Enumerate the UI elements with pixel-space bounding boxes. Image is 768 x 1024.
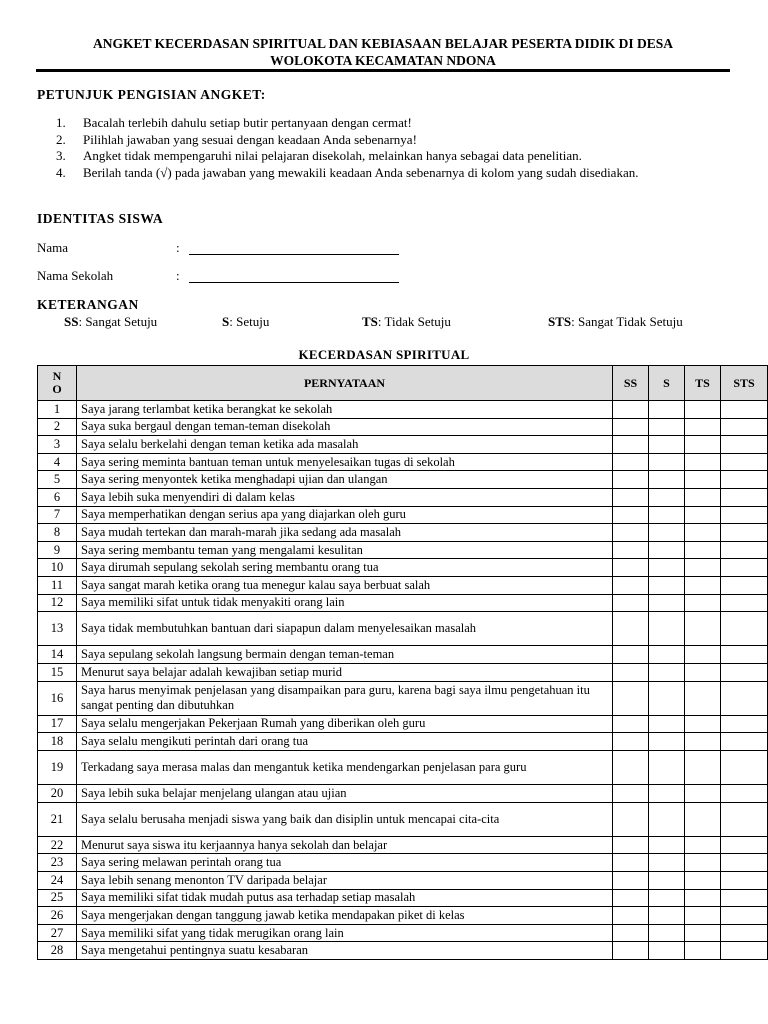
- answer-cell-ts[interactable]: [685, 663, 721, 681]
- instruction-text: Pilihlah jawaban yang sesuai dengan keadaan Anda sebenarnya!: [83, 131, 417, 147]
- legend-code: STS: [548, 314, 572, 329]
- row-statement: Saya sepulang sekolah langsung bermain dengan teman-teman: [77, 646, 613, 664]
- header-no-line-2: O: [52, 382, 62, 396]
- instruction-number: 4.: [56, 164, 66, 180]
- instruction-number: 2.: [56, 131, 66, 147]
- row-statement: Saya jarang terlambat ketika berangkat ke sekolah: [77, 401, 613, 419]
- answer-cell-s[interactable]: [649, 802, 685, 836]
- title-rule: [36, 69, 730, 72]
- instruction-item: [56, 148, 730, 165]
- legend-item-s: [222, 314, 269, 330]
- row-number: 6: [38, 488, 77, 506]
- answer-cell-s[interactable]: [649, 872, 685, 890]
- legend-item-sts: [548, 314, 683, 330]
- row-statement: Saya memiliki sifat tidak mudah putus asa terhadap setiap masalah: [77, 889, 613, 907]
- row-number: 22: [38, 836, 77, 854]
- name-label: Nama: [37, 240, 69, 255]
- legend-text: : Sangat Setuju: [78, 314, 158, 329]
- answer-cell-ss[interactable]: [613, 785, 649, 803]
- answer-cell-sts[interactable]: [721, 541, 768, 559]
- answer-cell-ts[interactable]: [685, 612, 721, 646]
- answer-cell-s[interactable]: [649, 942, 685, 960]
- answer-cell-ss[interactable]: [613, 576, 649, 594]
- legend-item-ss: [64, 314, 157, 330]
- answer-cell-ss[interactable]: [613, 872, 649, 890]
- row-statement: Saya memperhatikan dengan serius apa yang diajarkan oleh guru: [77, 506, 613, 524]
- answer-cell-sts[interactable]: [721, 681, 768, 715]
- row-statement: Saya lebih suka menyendiri di dalam kelas: [77, 488, 613, 506]
- answer-cell-sts[interactable]: [721, 802, 768, 836]
- row-number: 28: [38, 942, 77, 960]
- row-number: 1: [38, 401, 77, 419]
- table-row: [38, 785, 768, 803]
- table-row: [38, 576, 768, 594]
- table-row: [38, 836, 768, 854]
- spiritual-questionnaire-table: [37, 365, 768, 960]
- document-title: [36, 35, 730, 69]
- answer-cell-ts[interactable]: [685, 802, 721, 836]
- row-statement: Saya mudah tertekan dan marah-marah jika sedang ada masalah: [77, 524, 613, 542]
- row-number: 24: [38, 872, 77, 890]
- answer-cell-ts[interactable]: [685, 750, 721, 784]
- row-number: 13: [38, 612, 77, 646]
- answer-cell-s[interactable]: [649, 594, 685, 612]
- answer-cell-ts[interactable]: [685, 715, 721, 733]
- answer-cell-ss[interactable]: [613, 907, 649, 925]
- answer-cell-ts[interactable]: [685, 471, 721, 489]
- row-number: 21: [38, 802, 77, 836]
- answer-cell-sts[interactable]: [721, 436, 768, 454]
- answer-cell-s[interactable]: [649, 663, 685, 681]
- answer-cell-s[interactable]: [649, 471, 685, 489]
- row-statement: Saya lebih suka belajar menjelang ulangan atau ujian: [77, 785, 613, 803]
- answer-cell-sts[interactable]: [721, 907, 768, 925]
- header-ts: TS: [685, 366, 721, 401]
- instruction-text: Bacalah terlebih dahulu setiap butir pertanyaan dengan cermat!: [83, 115, 412, 130]
- answer-cell-sts[interactable]: [721, 733, 768, 751]
- answer-cell-s[interactable]: [649, 646, 685, 664]
- row-number: 17: [38, 715, 77, 733]
- answer-cell-s[interactable]: [649, 681, 685, 715]
- title-line-2: WOLOKOTA KECAMATAN NDONA: [270, 53, 496, 68]
- answer-cell-ts[interactable]: [685, 453, 721, 471]
- row-number: 27: [38, 924, 77, 942]
- answer-cell-s[interactable]: [649, 836, 685, 854]
- row-statement: Saya mengerjakan dengan tanggung jawab ketika mendapakan piket di kelas: [77, 907, 613, 925]
- answer-cell-ts[interactable]: [685, 889, 721, 907]
- answer-cell-ss[interactable]: [613, 836, 649, 854]
- legend-code: SS: [64, 314, 79, 329]
- header-statement: PERNYATAAN: [77, 366, 613, 401]
- answer-cell-ts[interactable]: [685, 907, 721, 925]
- row-statement: Saya sering menyontek ketika menghadapi ujian dan ulangan: [77, 471, 613, 489]
- row-number: 18: [38, 733, 77, 751]
- row-statement: Saya suka bergaul dengan teman-teman disekolah: [77, 418, 613, 436]
- table-row: [38, 612, 768, 646]
- instructions-list: [56, 115, 730, 181]
- answer-cell-s[interactable]: [649, 418, 685, 436]
- row-statement: Menurut saya belajar adalah kewajiban setiap murid: [77, 663, 613, 681]
- answer-cell-ss[interactable]: [613, 889, 649, 907]
- name-blank-line[interactable]: [189, 254, 399, 255]
- row-number: 23: [38, 854, 77, 872]
- instruction-text: Angket tidak mempengaruhi nilai pelajaran disekolah, melainkan hanya sebagai data penelitian.: [83, 148, 582, 163]
- answer-cell-ts[interactable]: [685, 646, 721, 664]
- answer-cell-ts[interactable]: [685, 436, 721, 454]
- answer-cell-ss[interactable]: [613, 681, 649, 715]
- table-row: [38, 436, 768, 454]
- answer-cell-s[interactable]: [649, 436, 685, 454]
- row-statement: Saya tidak membutuhkan bantuan dari siapapun dalam menyelesaikan masalah: [77, 612, 613, 646]
- answer-cell-s[interactable]: [649, 524, 685, 542]
- row-number: 8: [38, 524, 77, 542]
- answer-cell-sts[interactable]: [721, 576, 768, 594]
- row-statement: Saya mengetahui pentingnya suatu kesabaran: [77, 942, 613, 960]
- row-number: 20: [38, 785, 77, 803]
- answer-cell-s[interactable]: [649, 506, 685, 524]
- row-statement: Saya memiliki sifat yang tidak merugikan orang lain: [77, 924, 613, 942]
- header-s: S: [649, 366, 685, 401]
- answer-cell-s[interactable]: [649, 559, 685, 577]
- answer-cell-ts[interactable]: [685, 594, 721, 612]
- answer-cell-sts[interactable]: [721, 924, 768, 942]
- answer-cell-ts[interactable]: [685, 576, 721, 594]
- answer-cell-ss[interactable]: [613, 612, 649, 646]
- answer-cell-s[interactable]: [649, 576, 685, 594]
- answer-cell-sts[interactable]: [721, 663, 768, 681]
- table-row: [38, 750, 768, 784]
- table-row: [38, 488, 768, 506]
- answer-cell-ss[interactable]: [613, 418, 649, 436]
- answer-cell-sts[interactable]: [721, 750, 768, 784]
- row-statement: Terkadang saya merasa malas dan mengantuk ketika mendengarkan penjelasan para guru: [77, 750, 613, 784]
- answer-cell-sts[interactable]: [721, 715, 768, 733]
- instruction-item: [56, 165, 730, 182]
- header-ss: SS: [613, 366, 649, 401]
- answer-cell-ts[interactable]: [685, 681, 721, 715]
- answer-cell-sts[interactable]: [721, 785, 768, 803]
- answer-cell-s[interactable]: [649, 612, 685, 646]
- legend-heading: KETERANGAN: [37, 297, 139, 312]
- answer-cell-ts[interactable]: [685, 836, 721, 854]
- table-row: [38, 907, 768, 925]
- answer-cell-ts[interactable]: [685, 872, 721, 890]
- table-row: [38, 453, 768, 471]
- header-sts: STS: [721, 366, 768, 401]
- answer-cell-ts[interactable]: [685, 785, 721, 803]
- answer-cell-ss[interactable]: [613, 559, 649, 577]
- answer-cell-s[interactable]: [649, 907, 685, 925]
- answer-cell-sts[interactable]: [721, 488, 768, 506]
- answer-cell-sts[interactable]: [721, 524, 768, 542]
- answer-cell-ss[interactable]: [613, 646, 649, 664]
- answer-cell-ss[interactable]: [613, 594, 649, 612]
- row-number: 11: [38, 576, 77, 594]
- table-row: [38, 524, 768, 542]
- answer-cell-sts[interactable]: [721, 942, 768, 960]
- answer-cell-s[interactable]: [649, 889, 685, 907]
- answer-cell-ss[interactable]: [613, 715, 649, 733]
- answer-cell-ts[interactable]: [685, 541, 721, 559]
- answer-cell-ts[interactable]: [685, 506, 721, 524]
- row-statement: Saya sering meminta bantuan teman untuk menyelesaikan tugas di sekolah: [77, 453, 613, 471]
- table-row: [38, 541, 768, 559]
- instruction-item: [56, 115, 730, 132]
- answer-cell-s[interactable]: [649, 924, 685, 942]
- legend-text: : Sangat Tidak Setuju: [571, 314, 683, 329]
- answer-cell-sts[interactable]: [721, 872, 768, 890]
- answer-cell-ss[interactable]: [613, 401, 649, 419]
- row-statement: Saya dirumah sepulang sekolah sering membantu orang tua: [77, 559, 613, 577]
- table-row: [38, 889, 768, 907]
- table-row: [38, 506, 768, 524]
- instruction-text: Berilah tanda (√) pada jawaban yang mewakili keadaan Anda sebenarnya di kolom yang sudah disediakan.: [83, 164, 639, 180]
- row-number: 5: [38, 471, 77, 489]
- answer-cell-sts[interactable]: [721, 506, 768, 524]
- answer-cell-sts[interactable]: [721, 559, 768, 577]
- row-number: 26: [38, 907, 77, 925]
- answer-cell-ts[interactable]: [685, 942, 721, 960]
- table-row: [38, 401, 768, 419]
- row-statement: Saya selalu mengikuti perintah dari orang tua: [77, 733, 613, 751]
- row-number: 2: [38, 418, 77, 436]
- legend-text: : Tidak Setuju: [377, 314, 451, 329]
- answer-cell-ss[interactable]: [613, 488, 649, 506]
- table-row: [38, 681, 768, 715]
- answer-cell-s[interactable]: [649, 488, 685, 506]
- table-row: [38, 646, 768, 664]
- row-statement: Saya sangat marah ketika orang tua menegur kalau saya berbuat salah: [77, 576, 613, 594]
- legend-text: : Setuju: [229, 314, 270, 329]
- answer-cell-ss[interactable]: [613, 854, 649, 872]
- answer-cell-ss[interactable]: [613, 924, 649, 942]
- school-colon: :: [176, 268, 180, 283]
- table-title: KECERDASAN SPIRITUAL: [298, 347, 470, 362]
- row-number: 14: [38, 646, 77, 664]
- name-colon: :: [176, 240, 180, 255]
- identity-heading: IDENTITAS SISWA: [37, 211, 164, 226]
- answer-cell-ss[interactable]: [613, 750, 649, 784]
- answer-cell-ts[interactable]: [685, 524, 721, 542]
- answer-cell-s[interactable]: [649, 715, 685, 733]
- answer-cell-sts[interactable]: [721, 401, 768, 419]
- answer-cell-ss[interactable]: [613, 453, 649, 471]
- school-label: Nama Sekolah: [37, 268, 114, 283]
- table-row: [38, 924, 768, 942]
- answer-cell-ss[interactable]: [613, 506, 649, 524]
- row-number: 7: [38, 506, 77, 524]
- instructions-heading: PETUNJUK PENGISIAN ANGKET:: [37, 87, 266, 102]
- answer-cell-s[interactable]: [649, 401, 685, 419]
- answer-cell-ss[interactable]: [613, 524, 649, 542]
- row-statement: Saya memiliki sifat untuk tidak menyakiti orang lain: [77, 594, 613, 612]
- answer-cell-ss[interactable]: [613, 733, 649, 751]
- answer-cell-ts[interactable]: [685, 418, 721, 436]
- answer-cell-sts[interactable]: [721, 453, 768, 471]
- row-statement: Saya sering melawan perintah orang tua: [77, 854, 613, 872]
- answer-cell-ts[interactable]: [685, 488, 721, 506]
- row-statement: Menurut saya siswa itu kerjaannya hanya sekolah dan belajar: [77, 836, 613, 854]
- row-number: 25: [38, 889, 77, 907]
- answer-cell-sts[interactable]: [721, 889, 768, 907]
- answer-cell-sts[interactable]: [721, 594, 768, 612]
- answer-cell-s[interactable]: [649, 733, 685, 751]
- instruction-item: [56, 132, 730, 149]
- answer-cell-sts[interactable]: [721, 471, 768, 489]
- answer-cell-ts[interactable]: [685, 733, 721, 751]
- legend-code: S: [222, 314, 230, 329]
- answer-cell-ts[interactable]: [685, 559, 721, 577]
- answer-cell-ts[interactable]: [685, 924, 721, 942]
- table-row: [38, 942, 768, 960]
- legend-code: TS: [362, 314, 378, 329]
- table-row: [38, 733, 768, 751]
- answer-cell-s[interactable]: [649, 785, 685, 803]
- answer-cell-sts[interactable]: [721, 854, 768, 872]
- table-row: [38, 854, 768, 872]
- table-header-row: [38, 366, 768, 401]
- row-statement: Saya selalu mengerjakan Pekerjaan Rumah yang diberikan oleh guru: [77, 715, 613, 733]
- answer-cell-ss[interactable]: [613, 942, 649, 960]
- row-statement: Saya sering membantu teman yang mengalami kesulitan: [77, 541, 613, 559]
- row-statement: Saya selalu berkelahi dengan teman ketika ada masalah: [77, 436, 613, 454]
- row-statement: Saya selalu berusaha menjadi siswa yang baik dan disiplin untuk mencapai cita-cita: [77, 802, 613, 836]
- table-row: [38, 663, 768, 681]
- row-number: 10: [38, 559, 77, 577]
- answer-cell-sts[interactable]: [721, 418, 768, 436]
- row-number: 19: [38, 750, 77, 784]
- answer-cell-ss[interactable]: [613, 436, 649, 454]
- instruction-number: 3.: [56, 148, 66, 163]
- answer-cell-s[interactable]: [649, 854, 685, 872]
- school-blank-line[interactable]: [189, 282, 399, 283]
- table-row: [38, 594, 768, 612]
- answer-cell-ts[interactable]: [685, 854, 721, 872]
- table-row: [38, 715, 768, 733]
- table-row: [38, 559, 768, 577]
- row-number: 4: [38, 453, 77, 471]
- row-number: 16: [38, 681, 77, 715]
- header-no: [38, 366, 77, 401]
- answer-cell-ts[interactable]: [685, 401, 721, 419]
- row-number: 9: [38, 541, 77, 559]
- answer-cell-ss[interactable]: [613, 802, 649, 836]
- table-row: [38, 418, 768, 436]
- row-number: 15: [38, 663, 77, 681]
- table-body: [38, 401, 768, 960]
- row-statement: Saya lebih senang menonton TV daripada belajar: [77, 872, 613, 890]
- table-row: [38, 802, 768, 836]
- answer-cell-sts[interactable]: [721, 836, 768, 854]
- row-statement: Saya harus menyimak penjelasan yang disampaikan para guru, karena bagi saya ilmu pengetahuan itu sangat penting dan dibutuhkan: [77, 681, 613, 715]
- answer-cell-ss[interactable]: [613, 471, 649, 489]
- row-number: 12: [38, 594, 77, 612]
- row-number: 3: [38, 436, 77, 454]
- header-no-line-1: N: [52, 369, 62, 383]
- table-row: [38, 872, 768, 890]
- answer-cell-s[interactable]: [649, 750, 685, 784]
- answer-cell-s[interactable]: [649, 541, 685, 559]
- answer-cell-sts[interactable]: [721, 612, 768, 646]
- legend-item-ts: [362, 314, 451, 330]
- answer-cell-ss[interactable]: [613, 663, 649, 681]
- title-line-1: ANGKET KECERDASAN SPIRITUAL DAN KEBIASAAN BELAJAR PESERTA DIDIK DI DESA: [92, 36, 674, 51]
- table-row: [38, 471, 768, 489]
- answer-cell-s[interactable]: [649, 453, 685, 471]
- answer-cell-sts[interactable]: [721, 646, 768, 664]
- answer-cell-ss[interactable]: [613, 541, 649, 559]
- instruction-number: 1.: [56, 115, 66, 130]
